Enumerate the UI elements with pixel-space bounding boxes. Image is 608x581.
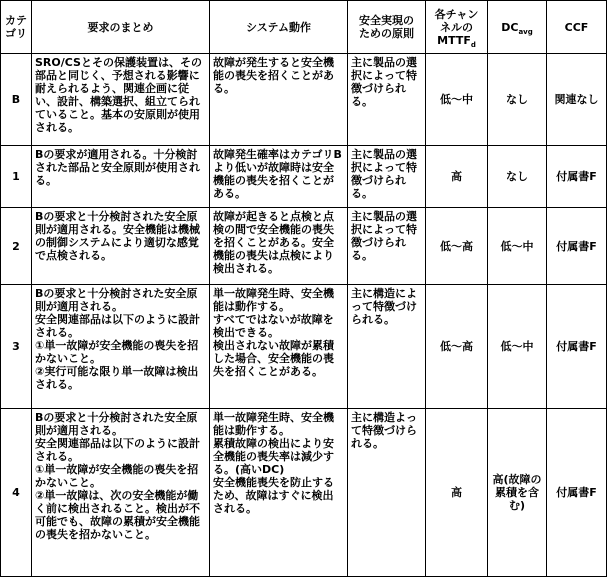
table-row-b [1, 54, 607, 146]
ccf-cell: 付属書F [547, 208, 607, 285]
header-behavior: システム動作 [210, 1, 348, 54]
ccf-cell: 付属書F [547, 285, 607, 409]
mttf-cell: 低～高 [426, 208, 488, 285]
header-dc: $DC_{avg}$ [488, 1, 547, 54]
header-category: カテ ゴリ [1, 1, 32, 54]
summary-cell [32, 285, 210, 409]
dc-cell: 低～中 [488, 208, 547, 285]
header-summary: 要求のまとめ [32, 1, 210, 54]
header-mttf: 各チャン ネルの $MTTF_d$ [426, 1, 488, 54]
category-cell: 2 [1, 208, 32, 285]
principle-cell: 主に構造よって特徴づけられる。 [348, 409, 426, 577]
mttf-cell: 高 [426, 409, 488, 577]
table-row-2 [1, 208, 607, 285]
ccf-cell: 関連なし [547, 54, 607, 146]
behavior-line: 単一故障発生時、安全機能は動作する。 [213, 287, 334, 313]
category-cell: 1 [1, 146, 32, 208]
behavior-cell [210, 285, 348, 409]
ccf-cell: 付属書F [547, 409, 607, 577]
summary-line: ②実行可能な限り単一故障は検出される。 [35, 365, 199, 391]
category-cell: 4 [1, 409, 32, 577]
summary-line: ②単一故障は、次の安全機能が働く前に検出されること。検出が不可能でも、故障の累積が安全機能の喪失を招かないこと。 [35, 489, 200, 541]
summary-line: ①単一故障が安全機能の喪失を招かないこと。 [35, 339, 199, 365]
behavior-cell: 故障が発生すると安全機能の喪失を招くことがある。 [210, 54, 348, 146]
header-ccf: CCF [547, 1, 607, 54]
table-row-3 [1, 285, 607, 409]
dc-cell: なし [488, 146, 547, 208]
summary-cell: Bの要求が適用される。十分検討された部品と安全原則が使用される。 [32, 146, 210, 208]
behavior-line: すべてではないが故障を検出できる。 [213, 313, 334, 339]
behavior-line: 単一故障発生時、安全機能は動作する。 [213, 411, 334, 437]
summary-line: ①単一故障が安全機能の喪失を招かないこと。 [35, 463, 199, 489]
dc-cell: 低～中 [488, 285, 547, 409]
summary-cell: SRO/CSとその保護装置は、その部品と同じく、予想される影響に耐えられるよう、関連企画に従い、設計、構築選択、組立てられていること。基本の安原則が使用される。 [32, 54, 210, 146]
behavior-line: 累積故障の検出により安全機能の喪失率は減少する。(高いDC) [213, 437, 334, 476]
dc-cell: なし [488, 54, 547, 146]
summary-cell: Bの要求と十分検討された安全原則が適用される。安全機能は機械の制御システムにより適切な感覚で点検される。 [32, 208, 210, 285]
principle-cell: 主に製品の選択によって特徴づけられる。 [348, 54, 426, 146]
behavior-line: 検出されない故障が累積した場合、安全機能の喪失を招くことがある。 [213, 339, 334, 378]
principle-cell: 主に構造によって特徴づけられる。 [348, 285, 426, 409]
summary-line: 安全関連部品は以下のように設計される。 [35, 437, 200, 463]
behavior-line: 安全機能喪失を防止するため、故障はすぐに検出される。 [213, 476, 334, 515]
behavior-cell [210, 409, 348, 577]
principle-cell: 主に製品の選択によって特徴づけられる。 [348, 146, 426, 208]
dc-cell: 高(故障の累積を含む) [488, 409, 547, 577]
mttf-cell: 低～中 [426, 54, 488, 146]
summary-cell [32, 409, 210, 577]
summary-line: Bの要求と十分検討された安全原則が適用される。 [35, 411, 198, 437]
table-row-4 [1, 409, 607, 577]
category-cell: B [1, 54, 32, 146]
table-row-1 [1, 146, 607, 208]
summary-line: 安全関連部品は以下のように設計される。 [35, 313, 200, 339]
summary-line: Bの要求と十分検討された安全原則が適用される。 [35, 287, 198, 313]
category-cell: 3 [1, 285, 32, 409]
principle-cell: 主に製品の選択によって特徴づけられる。 [348, 208, 426, 285]
ccf-cell: 付属書F [547, 146, 607, 208]
header-row [1, 1, 607, 54]
mttf-cell: 低～高 [426, 285, 488, 409]
header-principle: 安全実現の ための原則 [348, 1, 426, 54]
mttf-cell: 高 [426, 146, 488, 208]
behavior-cell: 故障発生確率はカテゴリBより低いが故障時は安全機能の喪失を招くことがある。 [210, 146, 348, 208]
behavior-cell: 故障が起きると点検と点検の間で安全機能の喪失を招くことがある。安全機能の喪失は点検により検出される。 [210, 208, 348, 285]
